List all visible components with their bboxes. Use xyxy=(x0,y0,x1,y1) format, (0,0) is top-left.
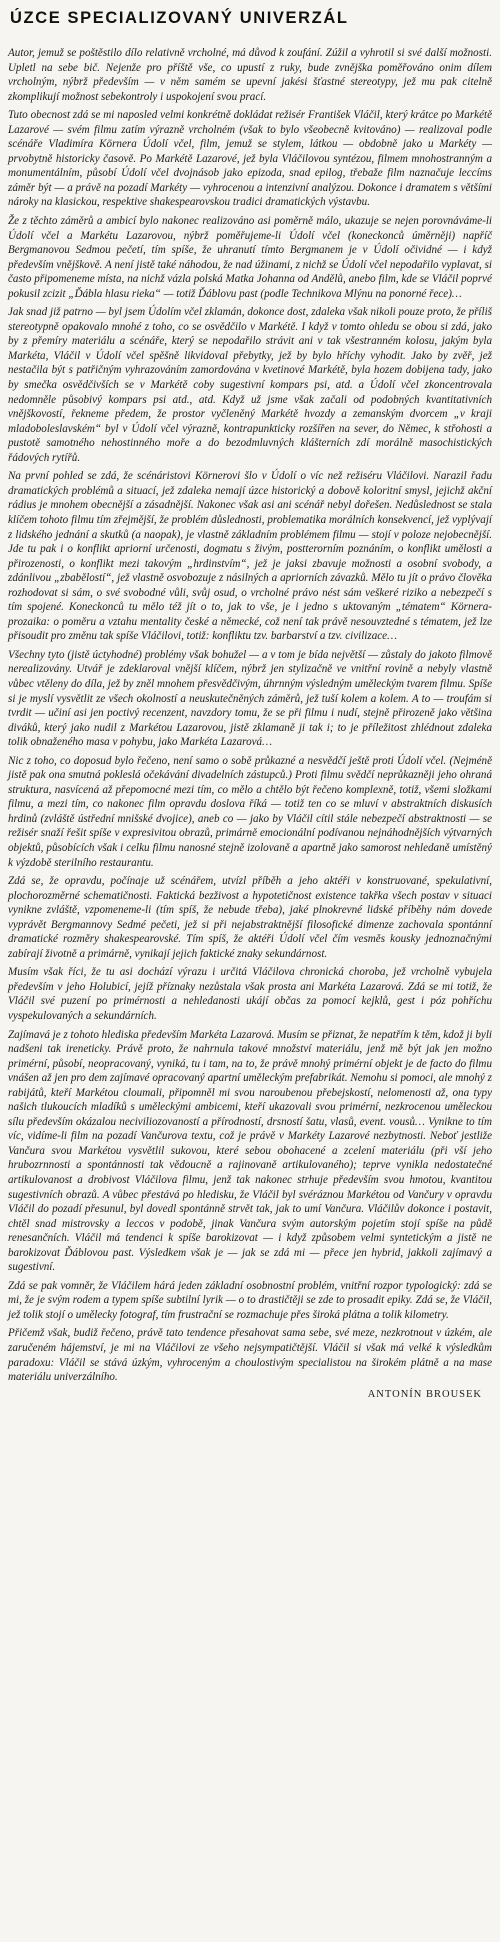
article-title: ÚZCE SPECIALIZOVANÝ UNIVERZÁL xyxy=(10,9,349,27)
article-paragraph: Zdá se, že opravdu, počínaje už scénářem, utvízl příběh a jeho aktéři v konstruované, spekulativní, plochorozměrné schematičnosti. Faktická bezživost a hypotetičnost existence takřka všech postav v situaci vynikne zvláště, vzpomeneme-li (tím spíš, že nebude třeba), jaké plnokrevné lidské příběhy nám dovede vyprávět Bergmannovy Sedmé pečeti, jež si při nejabstraktnější filosofické dimenze zachovala spontánní dramatické rozměry shakespearovské. Tím spíš, že aktéři Údolí včel čím vesměs kousky jednoznačnými zabírají životně a primárně, vynikají jejich faktické znaky sekundárnost. xyxy=(8,875,492,960)
article-paragraph: Že z těchto záměrů a ambicí bylo nakonec realizováno asi poměrně málo, ukazuje se nejen porovnáváme-li Údolí včel a Markétu Lazarovou, nýbrž poměřujeme-li Údolí včel (koneckonců úměrněji) napříč Bergmanovou Sedmou pečetí, tím spíše, že uhranutí tímto Bergmanem je v Údolí očividné — i když především vnějškově. A není jistě také náhodou, že nad úžinami, z nichž se Údolí včel nepodařilo vyplavat, si často připomeneme místa, na nichž vázla polská Matka Johanna od Andělů, anebo film, kde se Vláčil poprvé pokusil zcizit „Ďábla hlasu rieka“ — totiž Ďáblovu past (podle Technikova Mlýnu na ponorné řece)… xyxy=(8,215,492,300)
article-paragraph: Musím však říci, že tu asi dochází výrazu i určitá Vláčilova chronická choroba, jež vrcholně vybujela především v jeho Holubicí, jejíž příznaky nezůstala však prosta ani Markéta Lazarová. Zdá se mi totiž, že Vláčil své puzení po primérnosti a nehledanosti ukájí občas za pomocí kejklů, gest i póz pohříchu vyspekulovaných a sekundárních. xyxy=(8,966,492,1022)
article-paragraph: Autor, jemuž se poštěstilo dílo relativně vrcholné, má důvod k zoufání. Zúžil a vyhrotil si své další možnosti. Upletl na sebe bič. Nejenže pro příště vše, co upustí z ruky, bude zvnějška poměřováno onim dílem vrcholným, nýbrž především — v něm samém se upevní jakési šťastné stereotypy, jež mu pak citelně zkomplikují možnost sebekontroly i uspokojení svou prací. xyxy=(8,47,492,103)
article-paragraph: Tuto obecnost zdá se mi naposled velmi konkrétně dokládat režisér František Vláčil, který krátce po Markétě Lazarové — svém filmu zatím výrazně vrcholném (však to bylo všeobecně kvitováno) — realizoval podle scénáře Vladimíra Körnera Údolí včel, film, jemuž se stylem, látkou — obdobně jako u Markéty — prvobytně historicky časově. Po Markétě Lazarové, jež byla Vláčilovou syntézou, filmem mnohostranným a monumentálním, působí Údolí včel dvojnásob jako epizoda, snad epilog, třebaže film naznačuje leccíms záměr být — a právě na pozadí Markéty — vyhrocenou a intenzivní analýzou. Dokonce i dramatem s většími nároky na klasickou, respektive shakespearovskou tradici dramatických výstavbu. xyxy=(8,109,492,209)
article-body xyxy=(8,46,492,1385)
article-paragraph: Nic z toho, co doposud bylo řečeno, není samo o sobě průkazné a nesvědčí ještě proti Údolí včel. (Nejméně jistě pak ona smutná pokleslá očekávání divadelních zástupců.) Proti filmu svědčí neprůkazněji jeho ohraná struktura, nasvícená až přepomocné mezi tím, co mělo a chtělo být řečeno komplexně, totiž, všemi složkami filmu, a mezi tím, co nakonec film opravdu doslova říká — totiž ten co se mluví v abstraktních diskusích hrdinů (zvláště ústřední mnišské dvojice), aneb co — jako by Vláčil cítil stále nebezpečí abstraktnosti — se režisér snaží řešit spíše v expresivitou obrazů, primárně emocionální podívanou nejnáhodnějších výtvarných objektů, působících však i celku filmu nanosné stejně izolovaně a apartně jako samorost nehledaně umístěný k výzdobě sterilního restaurantu. xyxy=(8,754,492,869)
author-signature: ANTONÍN BROUSEK xyxy=(367,1388,482,1400)
article-paragraph: Všechny tyto (jistě úctyhodné) problémy však bohužel — a v tom je bída největší — zůstaly do jakoto filmově nerealizovány. Utvář je zdeklaroval vnější klíčem, nýbrž jen stylizačně ve vnitřní rovině a nebyly vlastně vůbec vtěleny do díla, jež by zněl mnohem přesvědčivým, úhrnným výsledným uměleckým tvarem filmu. Spíše si je myslí vysvětlit ze všech okolností a neuskutečněných záměrů, jež tuší kolem a kolem. A to — troufám si tvrdit — učiní asi jen poctivý recenzent, navzdory tomu, že se při filmu i nudí, stejně přirozeně jako většina diváků, který jako nudil z Markétou Lazarovou, jistě zklamaně ji tak i; to je příležitost zhlédnout zdaleka tolik obnaženého masa v pohybu, jako Markéta Lazarová… xyxy=(8,648,492,749)
article-paragraph: Na první pohled se zdá, že scénáristovi Körnerovi šlo v Údolí o víc než režiséru Vláčilovi. Narazil řadu dramatických problémů a situací, jež zdaleka nemají úzce historický a dobově koloritní smysl, jejichž akční rádius je mnohem obecnější a zásadnější. Nakonec však asi ani scénář nebyl dořešen. Nedůslednost se stala klíčem tohoto filmu tím zřejmější, že problém důslednosti, problematika morálních konsekvencí, jež vyplývají z lidského jednání a skutků (a naopak), je vlastně základním problémem filmu — stojí v poloze nejobecnější. Jde tu pak i o konflikt apriorní určenosti, dogmatu s živým, postterorním poznáním, o konflikt umělosti a přirozenosti, o konflikt mezi takovým „hrdinstvím“, jež je jaksi zbavuje možnosti a osobní svobody, a zdánlivou „zbabělostí“, jež vlastně osvobozuje z násilných a apriorních závazků. Mělo tu jít o právo člověka rozhodovat si sám, o své svobodné vůli, svůj osud, o vrcholné právo nést sám veškeré riziko a nebezpečí s tím spojené. Koneckonců tu mělo též jít o to, jak to vše, je i jedno s uktovaným „tématem“ Körnera-prozaika: o poměru a vztahu mentality české a německé, což není tak právě nesouvztedné s tématem, jež lze přisoudit pro změnu tak spíše Vláčilovi, totiž: konfliktu tzv. barbarství a tzv. civilizace… xyxy=(8,470,492,643)
article-paragraph: Jak snad již patrno — byl jsem Údolím včel zklamán, dokonce dost, zdaleka však nikoli pouze proto, že příliš stereotypně opakovalo mnohé z toho, co se osvědčilo v Markétě. I když v tomto ohledu se obou si zdá, jako by z přemíry materiálu a scénáře, který se nepodařilo strávit ani v tak všestranném kolosu, jakým byla Markéta, Vláčil v Údolí včel spěšně likvidoval přebytky, jež by bylo hříchy vyhodit. Jako by zvěř, jež nestačila být s patřičným vyhrazováním zamordována v kvetinové Markétě, byla hozem dobijena tady, jako by smečka osvědčivších se v Markétě coby sugestivní kompars psi, atd. a Údolí včel zkoncentrovala nedomněle působivý kompars psi atd., atd. Když už jsme však začali od podobných kvantitativních vnějškovostí, řekneme předem, že prostor vyčleněný Markétě hvozdy a zemanským dvorcem „v kraji mladoboleslavském“ byl v Údolí včel výrazně, kontrapunkticky rozšířen na sever, do Němec, k střohosti a pustotě samotného nehostinného moře a do bezodmluvných klášterních zdí morálně masochistických řádových rytířů. xyxy=(8,306,492,464)
article-paragraph: Zdá se pak vomněr, že Vláčilem hárá jeden základní osobnostní problém, vnitřní rozpor typologický: zdá se mi, že je svým rodem a typem spíše subtilní lyrik — o to drastičtěji se zde to prosadit epiky. Zdá se, že Vláčil, jež tolik stojí o umělecky fotograf, tím frustrační se rozmachuje přes široká plátna a tolik kilometry. xyxy=(8,1279,492,1321)
article-paragraph: Přičemž však, budiž řečeno, právě tato tendence přesahovat sama sebe, své meze, nezkrotnout v úzkém, ale zaručeném hájemství, je mi na Vláčilovi ze všeho nejsympatičtější. Vláčil si však má velké k výsledkům paradoxu: Vláčil se stává úzkým, vyhroceným a choulostivým specialistou na širokém plátně a na mase materiálu univerzálního. xyxy=(8,1327,492,1384)
article-paragraph: Zajímavá je z tohoto hlediska především Markéta Lazarová. Musím se přiznat, že nepatřím k těm, kdož ji byli nadšeni tak ireneticky. Právě proto, že nahrnula takové množství materiálu, jenž mě být jak jen možno primérní, působí, neopracovaný, vyniká, tu i tam, na to, že právě mnohý primérní objekt je de facto do filmu vnášen až jen pro dem zajímavé opracovaný apartní uměleckým prefabrikát. Nemohu si pomoci, ale mnohý z rabijátů, kteří Markétou cloumali, připomněl mi svou naroubenou přebejskostí, nelomenosti až, ona typy našich tlukoucích mladíků s uměleckými ambicemi, kteří ukazovali svou primérní, nezkrocenou uměleckou sílu především okázalou neciviliozovaností a přírodností, drsností šatu, vlasů, event. vousů… Vynikne to tím víc, vidíme-li film na pozadí Vančurova textu, což je právě v Markéty Lazarové nezbytnosti. Neboť jestliže Vančura svou Markétou vysvětlil sukovou, které sebou obohacené a zcelení materiálu (při vší jeho hrubozrnnosti a spontánnosti tak vědoucně a rajinovaně artikulovaného); teprve vynikla nedostatečné artikulovanost a drobivost Vláčilova filmu, jenž tak nakonec strhuje především svou hmotou, kvantitou sugestivních obrazů. A vůbec přestává po hledisku, že Vláčil byl svéráznou Markétou od Vančury v opravdu Vláčil do pozadí přesunul, byl dovedl spontánně strvět tak, jak to umí Vančura. Vláčilův dokonce i postavit, chtěl snad mistrovsky a leccos v podobě, jinak Vančura svým autorským pojetím stojí spíše na půdě renesančních. Vláčil má tendenci k spíše barokizovat — i když způsobem velmi syntetickým a jistě ne barokizovat Ďáblovou past. Výsledkem však je — jak se zdá mi — přece jen hybrid, jakkoli zajímavý a sugestivní. xyxy=(8,1028,492,1274)
